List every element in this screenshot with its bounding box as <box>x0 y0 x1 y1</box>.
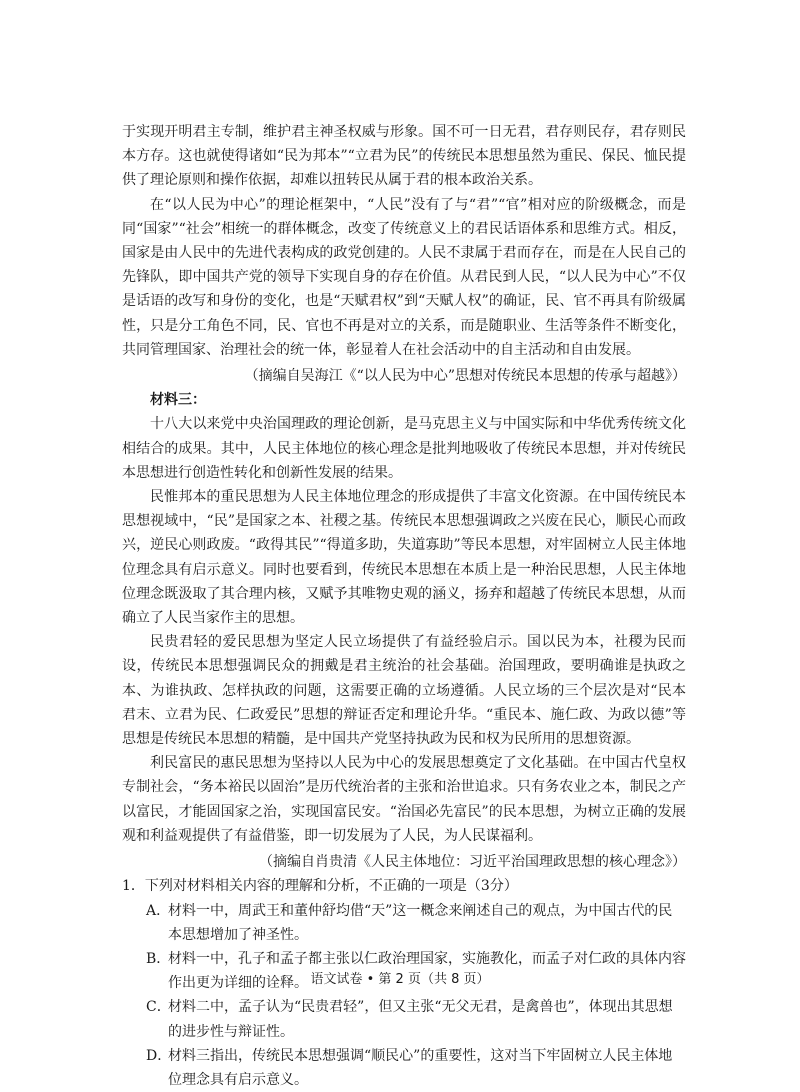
paragraph: 于实现开明君主专制，维护君主神圣权威与形象。国不可一日无君，君存则民存，君存则民本方存。这也就使得诸如“民为邦本”“立君为民”的传统民本思想虽然为重民、保民、恤民提供了理论原则和操作依据，却难以扭转民从属于君的根本政治关系。 <box>122 124 686 189</box>
paragraph: 民惟邦本的重民思想为人民主体地位理念的形成提供了丰富文化资源。在中国传统民本思想视域中，“民”是国家之本、社稷之基。传统民本思想强调政之兴废在民心，顺民心而政兴，逆民心则政废。“政得其民”“得道多助，失道寡助”等民本思想，对牢固树立人民主体地位理念具有启示意义。同时也要看到，传统民本思想在本质上是一种治民思想，人民主体地位理念既汲取了其合理内核，又赋予其唯物史观的涵义，扬弃和超越了传统民本思想，从而确立了人民当家作主的思想。 <box>122 489 686 627</box>
option-key: A． <box>146 902 171 919</box>
option-a <box>146 899 686 947</box>
page-footer: 语文试卷 • 第 2 页（共 8 页） <box>310 972 490 987</box>
material-heading: 材料三： <box>150 392 206 409</box>
source-citation: （摘编自吴海江《“以人民为中心”思想对传统民本思想的传承与超越》） <box>244 368 686 385</box>
option-key: B． <box>146 950 171 967</box>
option-text: 材料一中，周武王和董仲舒均借“天”这一概念来阐述自己的观点，为中国古代的民本思想增加了神圣性。 <box>168 902 673 943</box>
option-text: 材料三指出，传统民本思想强调“顺民心”的重要性，这对当下牢固树立人民主体地位理念具有启示意义。 <box>168 1047 673 1088</box>
paragraph: 利民富民的惠民思想为坚持以人民为中心的发展思想奠定了文化基础。在中国古代皇权专制社会，“务本裕民以固治”是历代统治者的主张和治世追求。只有务农业之本，制民之产以富民，才能固国家之治，实现国富民安。“治国必先富民”的民本思想，为树立正确的发展观和利益观提供了有益借鉴，即一切发展为了人民，为人民谋福利。 <box>122 755 686 844</box>
paragraph: 民贵君轻的爱民思想为坚定人民立场提供了有益经验启示。国以民为本，社稷为民而设，传统民本思想强调民众的拥戴是君主统治的社会基础。治国理政，要明确谁是执政之本、为谁执政、怎样执政的问题，这需要正确的立场遵循。人民立场的三个层次是对“民本君末、立君为民、仁政爱民”思想的辩证否定和理论升华。“重民本、施仁政、为政以德”等思想是传统民本思想的精髓，是中国共产党坚持执政为民和权为民所用的思想资源。 <box>122 634 686 748</box>
option-key: D． <box>146 1047 172 1064</box>
option-text: 材料一中，孔子和孟子都主张以仁政治理国家，实施教化，而孟子对仁政的具体内容作出更为详细的诠释。 <box>168 950 686 992</box>
option-key: C． <box>146 999 171 1016</box>
option-text: 材料二中，孟子认为“民贵君轻”，但又主张“无父无君，是禽兽也”，体现出其思想的进步性与辩证性。 <box>168 999 673 1040</box>
paragraph: 在“以人民为中心”的理论框架中，“人民”没有了与“君”“官”相对应的阶级概念，而是同“国家”“社会”相统一的群体概念，改变了传统意义上的君民话语体系和思维方式。相反，国家是由人民中的先进代表构成的政党创建的。人民不隶属于君而存在，而是在人民自己的先锋队，即中国共产党的领导下实现自身的存在价值。从君民到人民，“以人民为中心”不仅是话语的改写和身份的变化，也是“天赋君权”到“天赋人权”的确证，民、官不再具有阶级属性，只是分工角色不同，民、官也不再是对立的关系，而是随职业、生活等条件不断变化，共同管理国家、治理社会的统一体，彰显着人在社会活动中的自主活动和自由发展。 <box>122 196 686 358</box>
option-c <box>146 995 686 1043</box>
option-d <box>146 1044 686 1092</box>
page-body <box>122 120 686 1092</box>
source-citation: （摘编自肖贵清《人民主体地位：习近平治国理政思想的核心理念》） <box>259 854 686 871</box>
question-stem: 1．下列对材料相关内容的理解和分析，不正确的一项是（3分） <box>122 878 518 895</box>
paragraph: 十八大以来党中央治国理政的理论创新，是马克思主义与中国实际和中华优秀传统文化相结合的成果。其中，人民主体地位的核心理念是批判地吸收了传统民本思想，并对传统民本思想进行创造性转化和创新性发展的结果。 <box>122 416 686 481</box>
